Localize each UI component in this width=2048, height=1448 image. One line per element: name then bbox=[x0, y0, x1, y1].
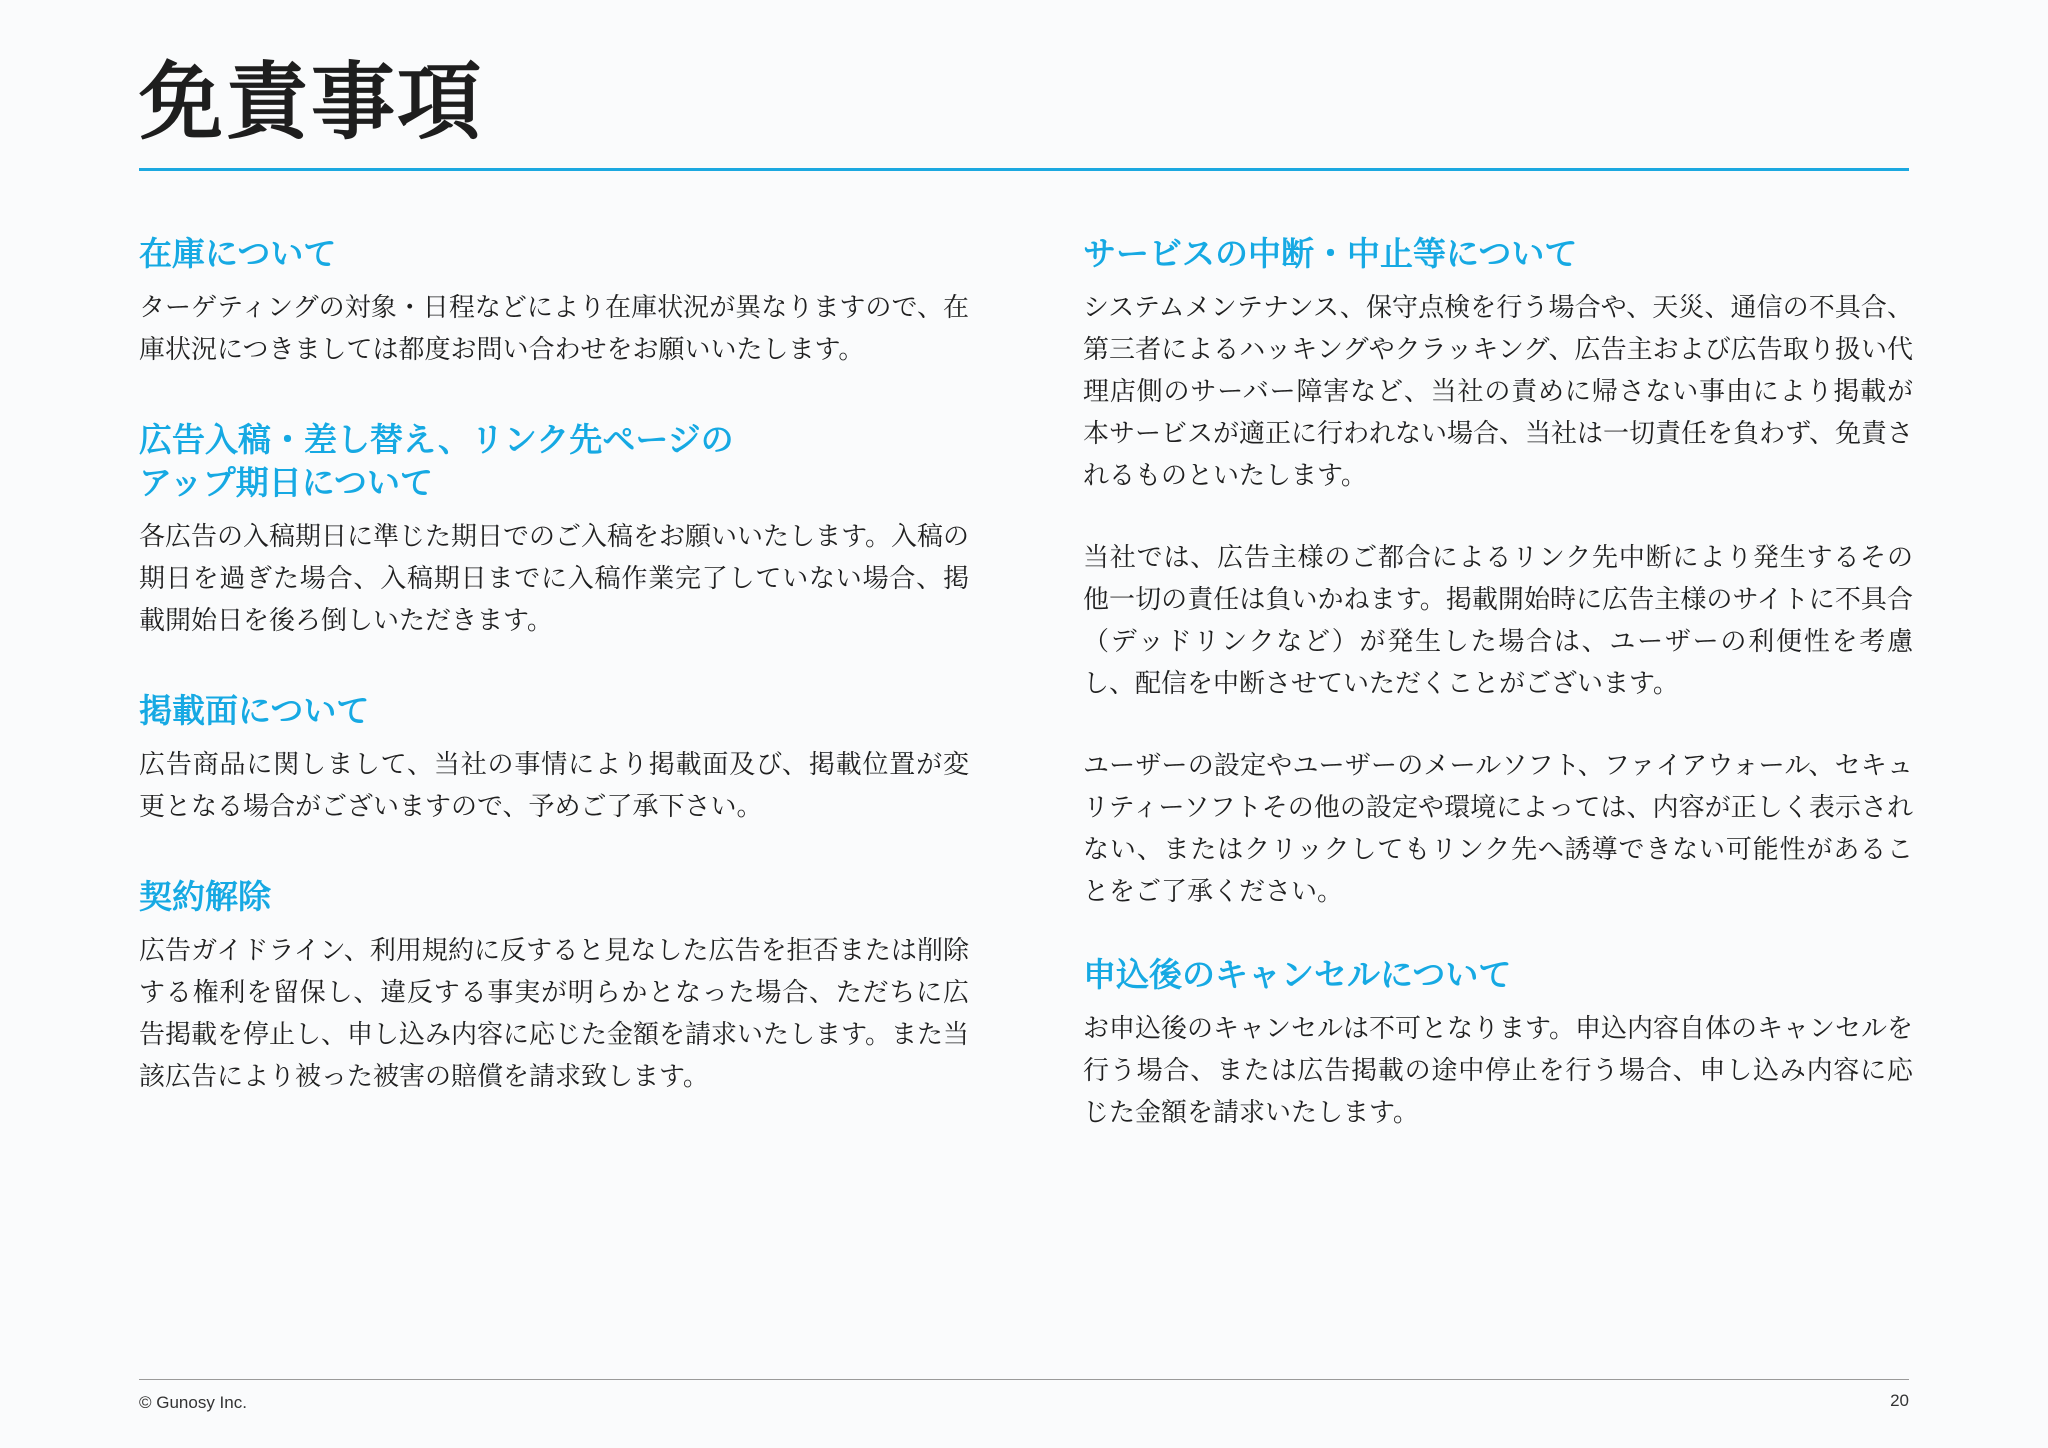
title-divider bbox=[139, 168, 1909, 171]
right-column bbox=[1083, 232, 1913, 1174]
section-termination bbox=[139, 875, 969, 1098]
section-body-placement: 広告商品に関しまして、当社の事情により掲載面及び、掲載位置が変更となる場合がございますので、予めご了承下さい。 bbox=[139, 750, 969, 822]
heading-line-1: 広告入稿・差し替え、リンク先ページの bbox=[139, 420, 734, 459]
section-body-submission-deadline: 各広告の入稿期日に準じた期日でのご入稿をお願いいたします。入稿の期日を過ぎた場合、入稿期日までに入稿作業完了していない場合、掲載開始日を後ろ倒しいただきます。 bbox=[139, 522, 969, 636]
section-body-cancellation: お申込後のキャンセルは不可となります。申込内容自体のキャンセルを行う場合、または広告掲載の途中停止を行う場合、申し込み内容に応じた金額を請求いたします。 bbox=[1083, 1014, 1913, 1128]
section-body-termination: 広告ガイドライン、利用規約に反すると見なした広告を拒否または削除する権利を留保し、違反する事実が明らかとなった場合、ただちに広告掲載を停止し、申し込み内容に応じた金額を請求いたします。また当該広告により被った被害の賠償を請求致します。 bbox=[139, 936, 969, 1092]
heading-line-2: アップ期日について bbox=[139, 463, 434, 502]
section-body-service-interruption-3: ユーザーの設定やユーザーのメールソフト、ファイアウォール、セキュリティーソフトその他の設定や環境によっては、内容が正しく表示されない、またはクリックしてもリンク先へ誘導できない可能性があることをご了承ください。 bbox=[1083, 751, 1913, 907]
section-body-inventory: ターゲティングの対象・日程などにより在庫状況が異なりますので、在庫状況につきましては都度お問い合わせをお願いいたします。 bbox=[139, 293, 969, 365]
page-number: 20 bbox=[1890, 1391, 1909, 1410]
footer-divider bbox=[139, 1379, 1909, 1380]
section-heading-submission-deadline bbox=[139, 418, 969, 504]
section-body-service-interruption-2: 当社では、広告主様のご都合によるリンク先中断により発生するその他一切の責任は負いかねます。掲載開始時に広告主様のサイトに不具合（デッドリンクなど）が発生した場合は、ユーザーの利便性を考慮し、配信を中断させていただくことがございます。 bbox=[1083, 543, 1913, 699]
copyright-text: © Gunosy Inc. bbox=[139, 1393, 247, 1412]
section-service-interruption bbox=[1083, 232, 1913, 913]
page-title: 免責事項 bbox=[139, 53, 484, 151]
section-placement bbox=[139, 689, 969, 828]
section-heading-placement: 掲載面について bbox=[139, 691, 370, 730]
paragraph-gap bbox=[1083, 497, 1913, 537]
section-heading-cancellation: 申込後のキャンセルについて bbox=[1083, 955, 1512, 994]
section-heading-inventory: 在庫について bbox=[139, 234, 337, 273]
section-inventory bbox=[139, 232, 969, 371]
section-body-service-interruption-1: システムメンテナンス、保守点検を行う場合や、天災、通信の不具合、第三者によるハッキングやクラッキング、広告主および広告取り扱い代理店側のサーバー障害など、当社の責めに帰さない事由により掲載が本サービスが適正に行われない場合、当社は一切責任を負わず、免責されるものといたします。 bbox=[1083, 293, 1913, 491]
section-cancellation bbox=[1083, 953, 1913, 1134]
section-heading-service-interruption: サービスの中断・中止等について bbox=[1083, 234, 1578, 273]
paragraph-gap bbox=[1083, 705, 1913, 745]
section-submission-deadline bbox=[139, 418, 969, 642]
section-heading-termination: 契約解除 bbox=[139, 877, 271, 916]
left-column bbox=[139, 232, 969, 1145]
